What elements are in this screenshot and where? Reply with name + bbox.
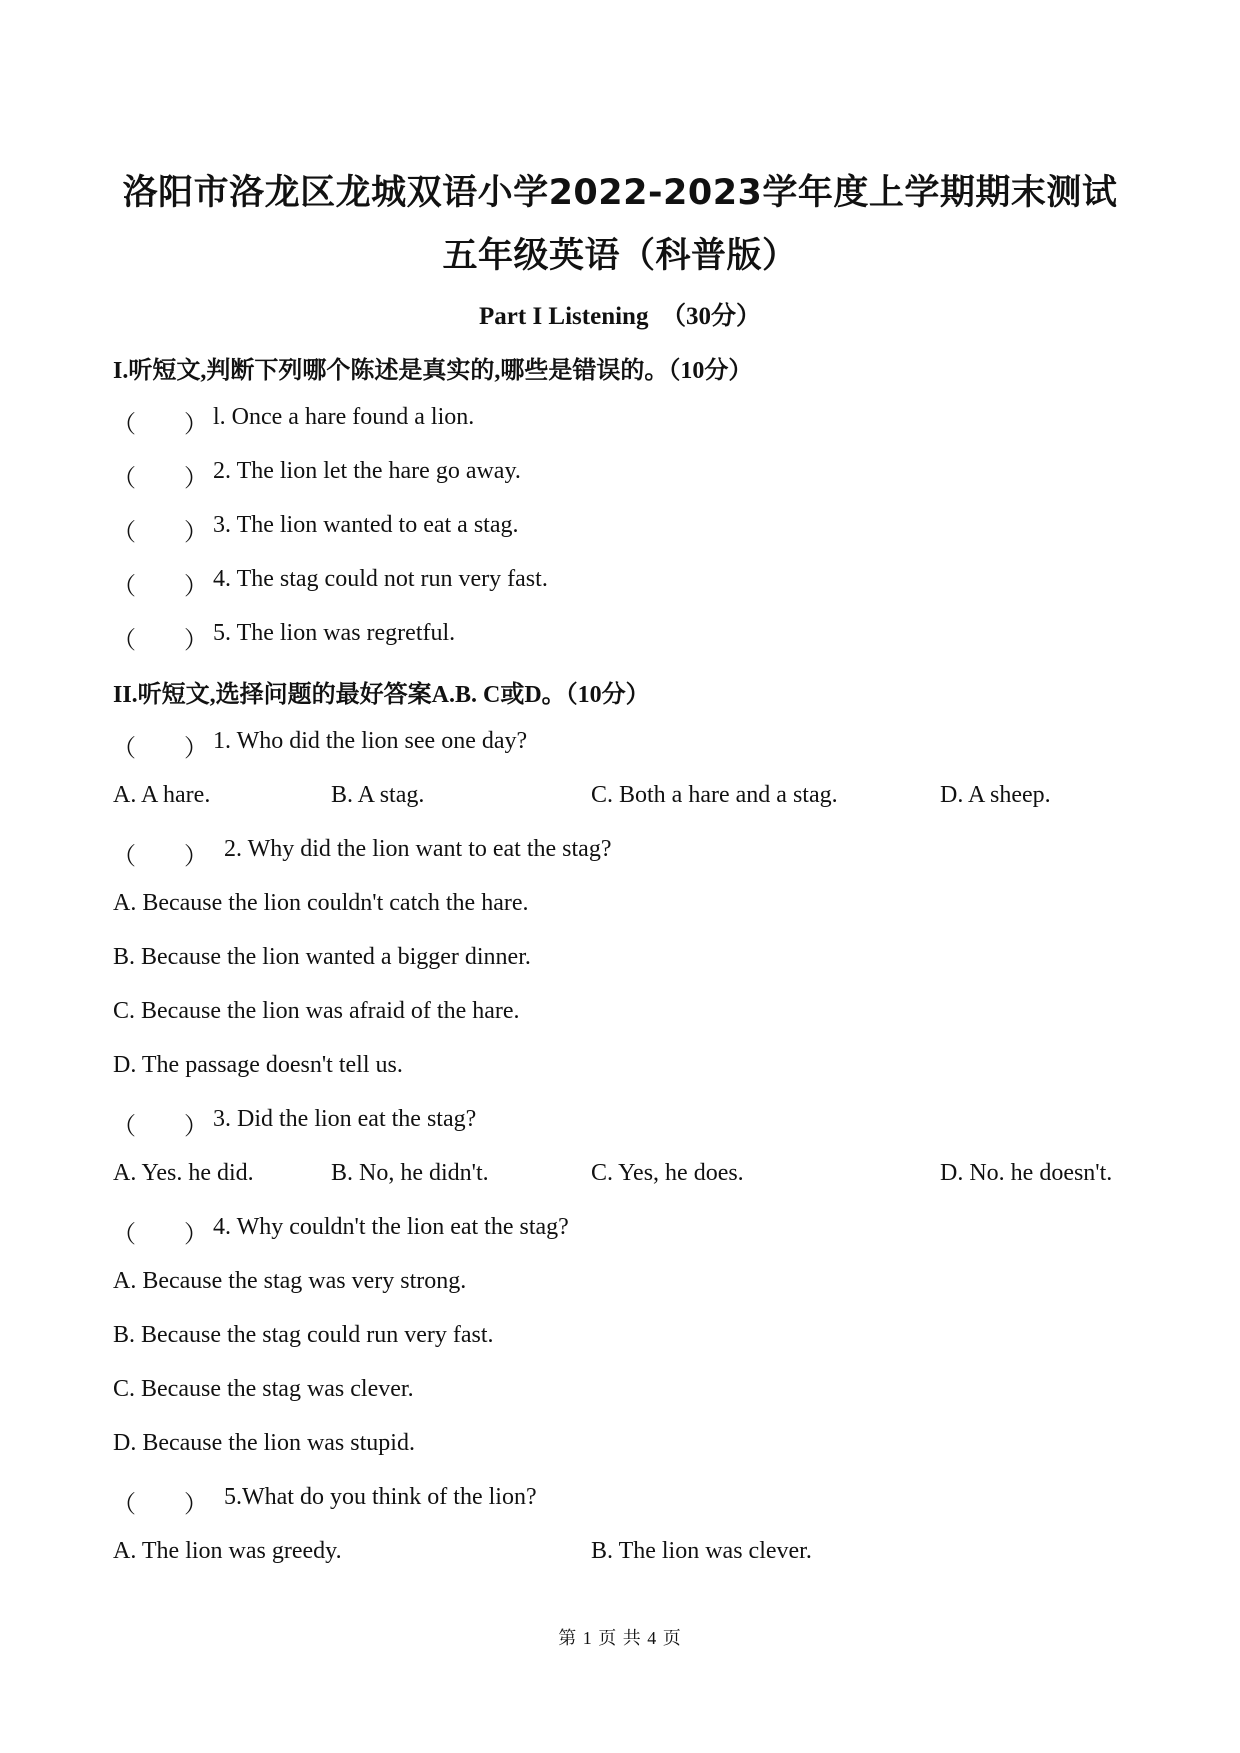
- option-c: C. Because the lion was afraid of the hare.: [113, 998, 520, 1024]
- option-b: B. Because the stag could run very fast.: [113, 1322, 494, 1348]
- option-b: B. The lion was clever.: [591, 1538, 812, 1564]
- question-text: 3. The lion wanted to eat a stag.: [213, 512, 519, 538]
- answer-blank[interactable]: （ ）: [112, 736, 208, 762]
- answer-blank[interactable]: （ ）: [112, 466, 208, 492]
- answer-blank[interactable]: （ ）: [112, 1492, 208, 1518]
- option-c: C. Both a hare and a stag.: [591, 782, 838, 808]
- question-text: 4. Why couldn't the lion eat the stag?: [213, 1214, 569, 1240]
- answer-blank[interactable]: （ ）: [112, 574, 208, 600]
- option-a: A. Because the lion couldn't catch the hare.: [113, 890, 529, 916]
- exam-title: 洛阳市洛龙区龙城双语小学2022-2023学年度上学期期末测试: [122, 173, 1118, 213]
- question-text: 1. Who did the lion see one day?: [213, 728, 528, 754]
- question-text: 3. Did the lion eat the stag?: [213, 1106, 477, 1132]
- option-b: B. Because the lion wanted a bigger dinner.: [113, 944, 531, 970]
- question-text: 2. The lion let the hare go away.: [213, 458, 521, 484]
- answer-blank[interactable]: （ ）: [112, 412, 208, 438]
- exam-subtitle: 五年级英语（科普版）: [442, 236, 798, 276]
- section-1-heading: I.听短文,判断下列哪个陈述是真实的,哪些是错误的。（10分）: [113, 358, 753, 384]
- section-2-heading: II.听短文,选择问题的最好答案A.B. C或D。（10分）: [113, 682, 650, 708]
- option-c: C. Because the stag was clever.: [113, 1376, 414, 1402]
- option-b: B. No, he didn't.: [331, 1160, 489, 1186]
- question-text: 5.What do you think of the lion?: [224, 1484, 537, 1510]
- part-heading: Part I Listening （30分）: [479, 303, 761, 330]
- option-a: A. Yes. he did.: [113, 1160, 254, 1186]
- answer-blank[interactable]: （ ）: [112, 628, 208, 654]
- option-d: D. No. he doesn't.: [940, 1160, 1113, 1186]
- question-text: 5. The lion was regretful.: [213, 620, 456, 646]
- option-a: A. A hare.: [113, 782, 211, 808]
- page-number: 第 1 页 共 4 页: [558, 1628, 682, 1648]
- option-a: A. The lion was greedy.: [113, 1538, 342, 1564]
- option-b: B. A stag.: [331, 782, 425, 808]
- answer-blank[interactable]: （ ）: [112, 1222, 208, 1248]
- question-text: 4. The stag could not run very fast.: [213, 566, 548, 592]
- question-text: 2. Why did the lion want to eat the stag?: [224, 836, 612, 862]
- option-d: D. The passage doesn't tell us.: [113, 1052, 403, 1078]
- answer-blank[interactable]: （ ）: [112, 844, 208, 870]
- option-c: C. Yes, he does.: [591, 1160, 744, 1186]
- answer-blank[interactable]: （ ）: [112, 520, 208, 546]
- option-a: A. Because the stag was very strong.: [113, 1268, 467, 1294]
- answer-blank[interactable]: （ ）: [112, 1114, 208, 1140]
- question-text: l. Once a hare found a lion.: [213, 404, 475, 430]
- option-d: D. A sheep.: [940, 782, 1051, 808]
- option-d: D. Because the lion was stupid.: [113, 1430, 415, 1456]
